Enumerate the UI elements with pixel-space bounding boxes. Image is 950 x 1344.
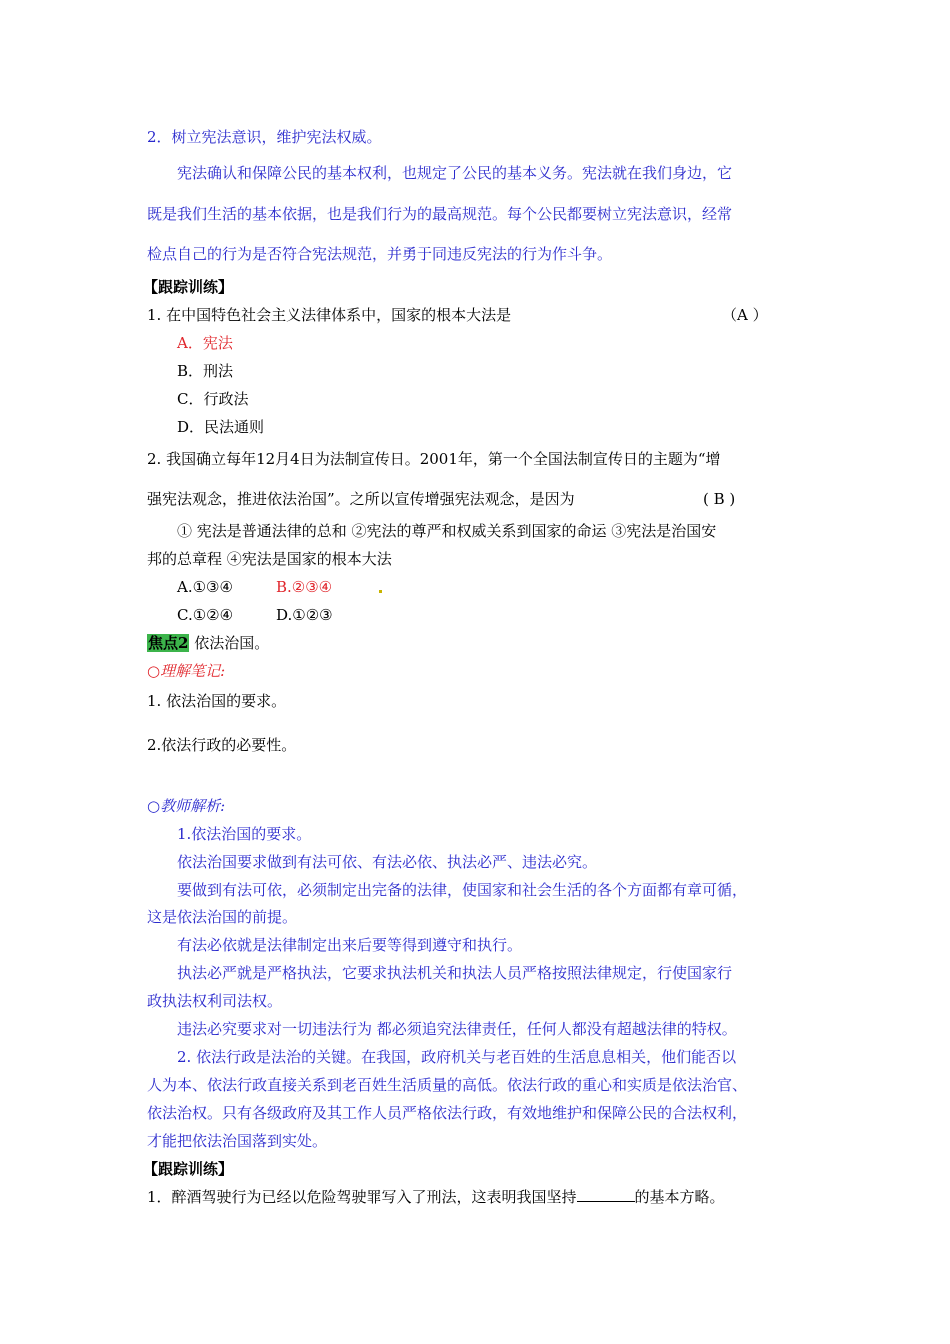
note-item: 1. 依法治国的要求。 (147, 692, 287, 710)
paragraph-line: 检点自己的行为是否符合宪法规范，并勇于同违反宪法的行为作斗争。 (147, 245, 613, 263)
option-c: C．行政法 (177, 390, 249, 408)
notes-label: ○理解笔记: (147, 662, 226, 680)
statement-line: ① 宪法是普通法律的总和 ②宪法的尊严和权威关系到国家的命运 ③宪法是治国安 (177, 522, 717, 540)
question-stem: 强宪法观念，推进依法治国”。之所以宣传增强宪法观念，是因为 (147, 490, 575, 508)
question-text: 的基本方略。 (634, 1188, 725, 1206)
teacher-line: 政执法权利司法权。 (147, 992, 283, 1010)
teacher-label: ○教师解析: (147, 797, 226, 815)
training-header: 【跟踪训练】 (143, 278, 234, 296)
question-line (147, 1187, 725, 1207)
focus-heading (147, 633, 269, 653)
option-d: D．民法通则 (177, 418, 265, 436)
option-a: A.①③④ (177, 578, 233, 596)
option-b: B．刑法 (177, 362, 234, 380)
teacher-line: 违法必究要求对一切违法行为 都必须追究法律责任，任何人都没有超越法律的特权。 (177, 1020, 737, 1038)
question-answer: （A ） (722, 306, 768, 324)
option-c: C.①②④ (177, 606, 234, 624)
paragraph-line: 宪法确认和保障公民的基本权利，也规定了公民的基本义务。宪法就在我们身边，它 (177, 164, 733, 182)
focus-title: 依法治国。 (194, 634, 270, 652)
option-d: D.①②③ (276, 606, 333, 624)
focus-tag: 焦点2 (148, 634, 189, 652)
stray-mark (379, 590, 382, 593)
teacher-line: 执法必严就是严格执法，它要求执法机关和执法人员严格按照法律规定，行使国家行 (177, 964, 733, 982)
option-b: B.②③④ (276, 578, 333, 596)
statement-line: 邦的总章程 ④宪法是国家的根本大法 (147, 550, 392, 568)
teacher-line: 要做到有法可依，必须制定出完备的法律，使国家和社会生活的各个方面都有章可循， (177, 881, 748, 899)
teacher-line: 1.依法治国的要求。 (177, 825, 312, 843)
teacher-line: 依法治权。只有各级政府及其工作人员严格依法行政，有效地维护和保障公民的合法权利， (147, 1104, 748, 1122)
question-stem: 2. 我国确立每年12月4日为法制宣传日。2001年，第一个全国法制宣传日的主题为“增 (147, 450, 721, 468)
question-text: 1．醉酒驾驶行为已经以危险驾驶罪写入了刑法，这表明我国坚持 (147, 1188, 577, 1206)
teacher-line: 依法治国要求做到有法可依、有法必依、执法必严、违法必究。 (177, 853, 598, 871)
teacher-line: 才能把依法治国落到实处。 (147, 1132, 328, 1150)
training-header: 【跟踪训练】 (143, 1160, 234, 1178)
section-heading: 2．树立宪法意识，维护宪法权威。 (147, 128, 382, 146)
teacher-line: 这是依法治国的前提。 (147, 908, 298, 926)
paragraph-line: 既是我们生活的基本依据，也是我们行为的最高规范。每个公民都要树立宪法意识，经常 (147, 205, 733, 223)
question-stem: 1. 在中国特色社会主义法律体系中，国家的根本大法是 (147, 306, 512, 324)
option-a: A．宪法 (177, 334, 233, 352)
note-item: 2.依法行政的必要性。 (147, 736, 297, 754)
teacher-line: 有法必依就是法律制定出来后要等得到遵守和执行。 (177, 936, 523, 954)
teacher-line: 人为本、依法行政直接关系到老百姓生活质量的高低。依法行政的重心和实质是依法治官、 (147, 1076, 748, 1094)
answer-blank[interactable] (577, 1187, 635, 1202)
teacher-line: 2. 依法行政是法治的关键。在我国，政府机关与老百姓的生活息息相关，他们能否以 (177, 1048, 737, 1066)
question-answer: ( B ) (703, 490, 736, 508)
